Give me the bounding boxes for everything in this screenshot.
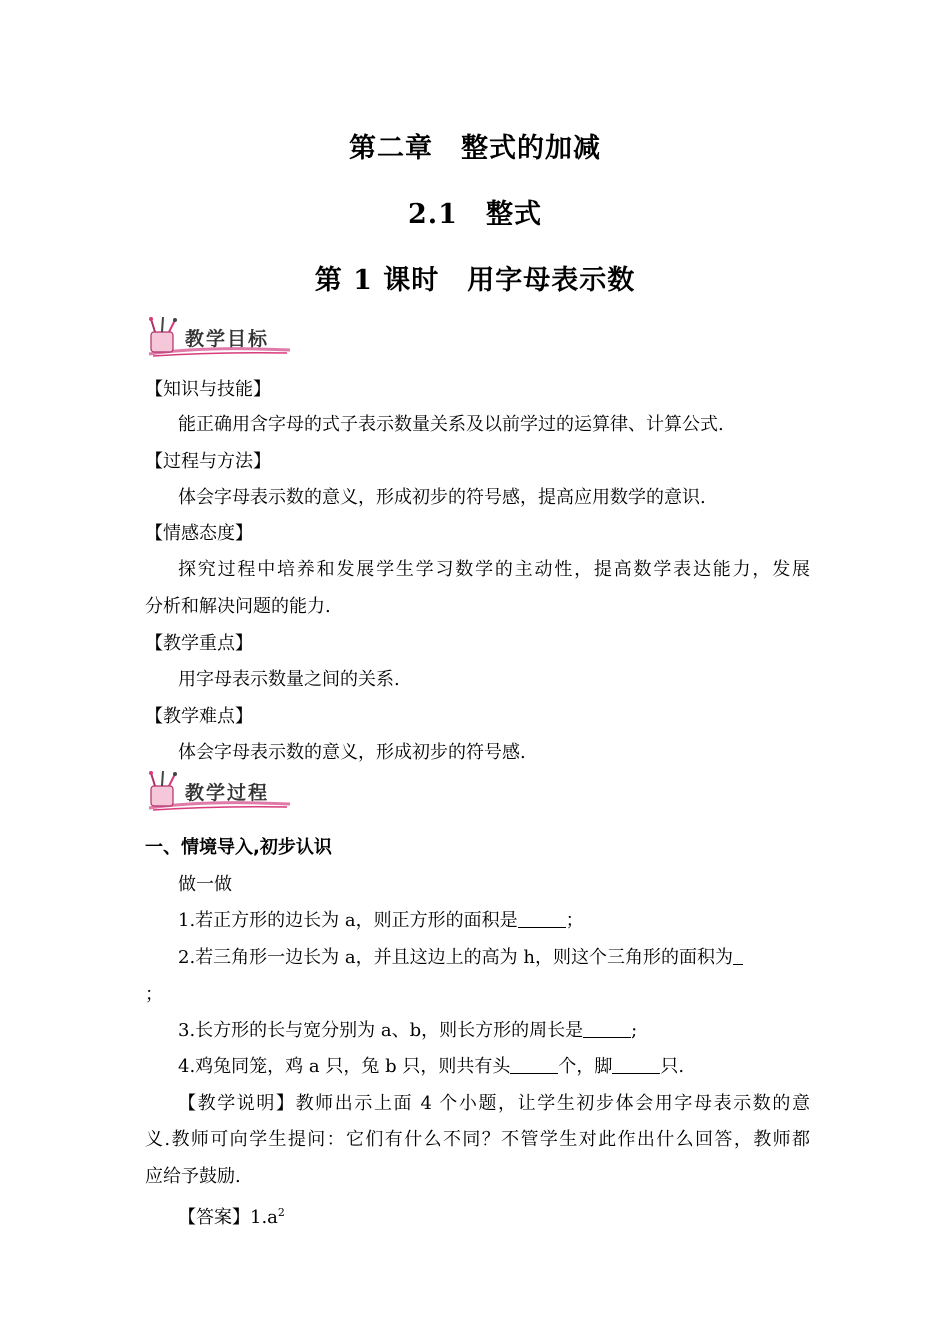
exponent: 2 [277,1206,285,1219]
answer-blank [518,911,566,928]
question-1: 1.若正方形的边长为 a，则正方形的面积是 ； [178,910,584,931]
answer-blank [612,1057,660,1074]
process-banner [145,770,295,812]
part1-heading: 一、情境导入,初步认识 [145,837,332,858]
answer-blank [510,1057,558,1074]
chapter-title: 第二章 整式的加减 [349,133,601,164]
lesson-title: 第 1 课时 用字母表示数 [314,265,636,296]
knowledge-heading: 【知识与技能】 [145,379,271,400]
question-4: 4.鸡兔同笼，鸡 a 只，兔 b 只，则共有头 个，脚 只. [178,1056,685,1077]
answer-blank [583,1021,631,1038]
attitude-text-line1: 探究过程中培养和发展学生学习数学的主动性，提高数学表达能力，发展 [178,559,810,580]
attitude-text-line2: 分析和解决问题的能力. [145,596,331,617]
activity-label: 做一做 [178,874,232,895]
question-3: 3.长方形的长与宽分别为 a、b，则长方形的周长是 ; [178,1020,638,1041]
difficulty-heading: 【教学难点】 [145,706,253,727]
teaching-note-line1: 【教学说明】教师出示上面 4 个小题，让学生初步体会用字母表示数的意 [178,1093,810,1114]
knowledge-text: 能正确用含字母的式子表示数量关系及以前学过的运算律、计算公式. [178,414,724,435]
attitude-heading: 【情感态度】 [145,523,253,544]
key-heading: 【教学重点】 [145,633,253,654]
question-2: 2.若三角形一边长为 a，并且这边上的高为 h，则这个三角形的面积为 [178,946,810,970]
process-banner-label: 教学过程 [185,782,270,804]
goals-banner [145,316,295,358]
method-heading: 【过程与方法】 [145,451,271,472]
method-text: 体会字母表示数的意义，形成初步的符号感，提高应用数学的意识. [178,487,706,508]
answer-blank [733,948,743,965]
question-2-end: ； [145,984,163,1005]
answer-line: 【答案】$1.a^2$ [178,1206,285,1228]
key-text: 用字母表示数量之间的关系. [178,669,400,690]
goals-banner-label: 教学目标 [185,328,270,350]
teaching-note-line3: 应给予鼓励. [145,1166,241,1187]
teaching-note-line2: 义.教师可向学生提问：它们有什么不同？不管学生对此作出什么回答，教师都 [145,1129,810,1150]
section-title: 2.1 整式 [408,199,542,230]
difficulty-text: 体会字母表示数的意义，形成初步的符号感. [178,742,526,763]
